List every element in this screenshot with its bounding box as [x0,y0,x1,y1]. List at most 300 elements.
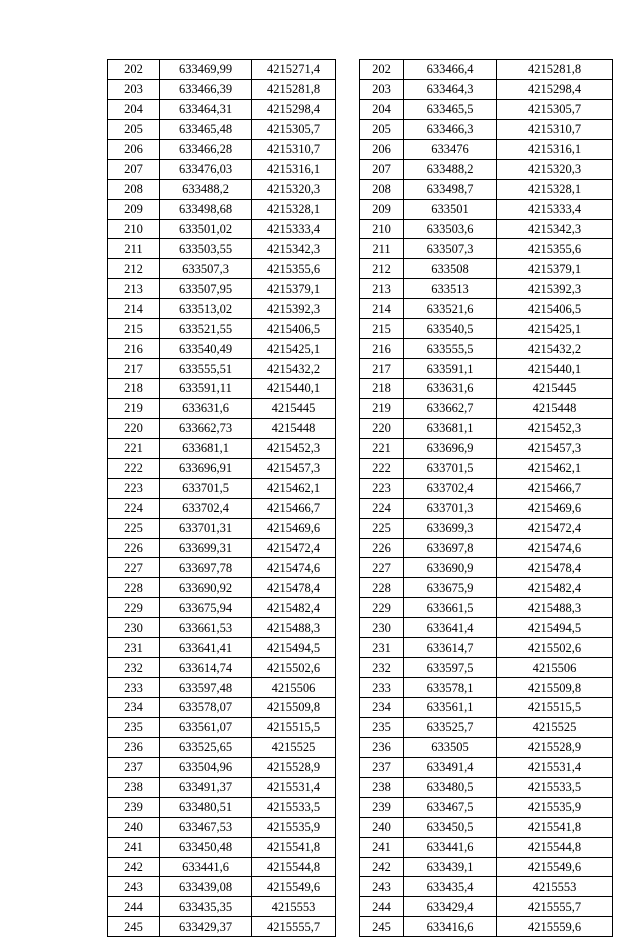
table-row [360,418,613,438]
y-coordinate-cell: 4215469,6 [497,498,613,518]
y-coordinate-cell: 4215298,4 [497,79,613,99]
table-row [108,359,336,379]
table-row [360,897,613,917]
y-coordinate-cell: 4215445 [252,398,336,418]
y-coordinate-cell: 4215271,4 [252,60,336,80]
table-row [360,398,613,418]
point-number-cell: 242 [108,857,160,877]
point-number-cell: 240 [360,817,404,837]
table-row [108,698,336,718]
table-row [360,698,613,718]
x-coordinate-cell: 633416,6 [404,917,497,937]
y-coordinate-cell: 4215452,3 [497,418,613,438]
table-row [108,478,336,498]
table-row [360,598,613,618]
point-number-cell: 234 [108,698,160,718]
table-row [360,179,613,199]
right-table-body [360,60,613,937]
table-row [360,558,613,578]
table-row [360,917,613,937]
point-number-cell: 235 [108,717,160,737]
table-row [108,857,336,877]
table-row [360,518,613,538]
x-coordinate-cell: 633464,31 [160,99,252,119]
x-coordinate-cell: 633465,5 [404,99,497,119]
x-coordinate-cell: 633503,6 [404,219,497,239]
y-coordinate-cell: 4215392,3 [252,299,336,319]
table-row [108,618,336,638]
x-coordinate-cell: 633525,7 [404,717,497,737]
table-row [108,917,336,937]
table-row [108,398,336,418]
x-coordinate-cell: 633488,2 [404,159,497,179]
table-row [108,518,336,538]
x-coordinate-cell: 633701,3 [404,498,497,518]
x-coordinate-cell: 633480,5 [404,777,497,797]
x-coordinate-cell: 633464,3 [404,79,497,99]
point-number-cell: 214 [360,299,404,319]
table-row [360,478,613,498]
point-number-cell: 204 [360,99,404,119]
table-row [108,877,336,897]
y-coordinate-cell: 4215535,9 [252,817,336,837]
point-number-cell: 231 [108,638,160,658]
x-coordinate-cell: 633429,4 [404,897,497,917]
point-number-cell: 231 [360,638,404,658]
y-coordinate-cell: 4215541,8 [252,837,336,857]
x-coordinate-cell: 633488,2 [160,179,252,199]
y-coordinate-cell: 4215515,5 [497,698,613,718]
x-coordinate-cell: 633578,07 [160,698,252,718]
y-coordinate-cell: 4215502,6 [252,658,336,678]
table-row [108,418,336,438]
y-coordinate-cell: 4215406,5 [252,319,336,339]
x-coordinate-cell: 633441,6 [160,857,252,877]
point-number-cell: 224 [108,498,160,518]
point-number-cell: 238 [108,777,160,797]
point-number-cell: 226 [360,538,404,558]
y-coordinate-cell: 4215310,7 [252,139,336,159]
table-row [108,678,336,698]
table-row [108,658,336,678]
y-coordinate-cell: 4215392,3 [497,279,613,299]
table-row [360,359,613,379]
x-coordinate-cell: 633450,48 [160,837,252,857]
table-row [108,737,336,757]
point-number-cell: 241 [108,837,160,857]
x-coordinate-cell: 633555,51 [160,359,252,379]
x-coordinate-cell: 633631,6 [404,379,497,399]
table-row [108,179,336,199]
y-coordinate-cell: 4215555,7 [252,917,336,937]
table-row [108,538,336,558]
x-coordinate-cell: 633701,5 [160,478,252,498]
x-coordinate-cell: 633614,7 [404,638,497,658]
point-number-cell: 220 [360,418,404,438]
y-coordinate-cell: 4215533,5 [252,797,336,817]
x-coordinate-cell: 633508 [404,259,497,279]
point-number-cell: 241 [360,837,404,857]
table-row [360,658,613,678]
y-coordinate-cell: 4215310,7 [497,119,613,139]
y-coordinate-cell: 4215472,4 [252,538,336,558]
table-row [108,598,336,618]
table-row [360,578,613,598]
x-coordinate-cell: 633561,07 [160,717,252,737]
left-coordinate-table [107,59,336,937]
y-coordinate-cell: 4215525 [497,717,613,737]
y-coordinate-cell: 4215528,9 [497,737,613,757]
y-coordinate-cell: 4215281,8 [497,60,613,80]
y-coordinate-cell: 4215328,1 [252,199,336,219]
table-row [108,99,336,119]
x-coordinate-cell: 633467,5 [404,797,497,817]
point-number-cell: 211 [360,239,404,259]
table-row [360,837,613,857]
point-number-cell: 223 [360,478,404,498]
table-row [108,817,336,837]
point-number-cell: 245 [360,917,404,937]
y-coordinate-cell: 4215555,7 [497,897,613,917]
table-row [360,119,613,139]
table-row [360,279,613,299]
point-number-cell: 216 [108,339,160,359]
table-row [108,239,336,259]
point-number-cell: 227 [108,558,160,578]
point-number-cell: 217 [360,359,404,379]
table-row [108,638,336,658]
y-coordinate-cell: 4215531,4 [252,777,336,797]
x-coordinate-cell: 633521,55 [160,319,252,339]
table-row [108,339,336,359]
x-coordinate-cell: 633435,4 [404,877,497,897]
y-coordinate-cell: 4215559,6 [497,917,613,937]
y-coordinate-cell: 4215440,1 [497,359,613,379]
point-number-cell: 205 [360,119,404,139]
y-coordinate-cell: 4215333,4 [497,199,613,219]
point-number-cell: 203 [108,79,160,99]
point-number-cell: 232 [108,658,160,678]
x-coordinate-cell: 633702,4 [160,498,252,518]
x-coordinate-cell: 633498,68 [160,199,252,219]
table-row [108,159,336,179]
x-coordinate-cell: 633429,37 [160,917,252,937]
y-coordinate-cell: 4215440,1 [252,379,336,399]
point-number-cell: 217 [108,359,160,379]
point-number-cell: 222 [360,458,404,478]
point-number-cell: 209 [360,199,404,219]
table-row [108,219,336,239]
x-coordinate-cell: 633491,4 [404,757,497,777]
point-number-cell: 239 [360,797,404,817]
y-coordinate-cell: 4215466,7 [252,498,336,518]
y-coordinate-cell: 4215472,4 [497,518,613,538]
point-number-cell: 237 [108,757,160,777]
x-coordinate-cell: 633697,78 [160,558,252,578]
x-coordinate-cell: 633439,08 [160,877,252,897]
x-coordinate-cell: 633701,31 [160,518,252,538]
table-row [360,79,613,99]
point-number-cell: 219 [108,398,160,418]
point-number-cell: 225 [360,518,404,538]
point-number-cell: 230 [360,618,404,638]
y-coordinate-cell: 4215494,5 [497,618,613,638]
table-row [360,60,613,80]
table-row [108,458,336,478]
table-row [360,199,613,219]
y-coordinate-cell: 4215425,1 [252,339,336,359]
x-coordinate-cell: 633469,99 [160,60,252,80]
table-row [108,797,336,817]
x-coordinate-cell: 633513,02 [160,299,252,319]
x-coordinate-cell: 633476,03 [160,159,252,179]
y-coordinate-cell: 4215474,6 [497,538,613,558]
x-coordinate-cell: 633435,35 [160,897,252,917]
table-row [360,757,613,777]
x-coordinate-cell: 633578,1 [404,678,497,698]
y-coordinate-cell: 4215320,3 [252,179,336,199]
table-row [360,877,613,897]
x-coordinate-cell: 633521,6 [404,299,497,319]
point-number-cell: 244 [360,897,404,917]
table-row [108,558,336,578]
table-row [360,319,613,339]
point-number-cell: 208 [360,179,404,199]
y-coordinate-cell: 4215432,2 [497,339,613,359]
y-coordinate-cell: 4215488,3 [497,598,613,618]
point-number-cell: 242 [360,857,404,877]
x-coordinate-cell: 633501 [404,199,497,219]
x-coordinate-cell: 633697,8 [404,538,497,558]
point-number-cell: 202 [108,60,160,80]
x-coordinate-cell: 633498,7 [404,179,497,199]
x-coordinate-cell: 633675,9 [404,578,497,598]
x-coordinate-cell: 633699,3 [404,518,497,538]
table-row [360,498,613,518]
y-coordinate-cell: 4215509,8 [497,678,613,698]
y-coordinate-cell: 4215531,4 [497,757,613,777]
y-coordinate-cell: 4215528,9 [252,757,336,777]
x-coordinate-cell: 633681,1 [160,438,252,458]
point-number-cell: 224 [360,498,404,518]
y-coordinate-cell: 4215320,3 [497,159,613,179]
x-coordinate-cell: 633662,73 [160,418,252,438]
x-coordinate-cell: 633701,5 [404,458,497,478]
y-coordinate-cell: 4215549,6 [497,857,613,877]
table-row [360,99,613,119]
y-coordinate-cell: 4215494,5 [252,638,336,658]
y-coordinate-cell: 4215379,1 [252,279,336,299]
y-coordinate-cell: 4215474,6 [252,558,336,578]
table-row [360,797,613,817]
table-row [108,438,336,458]
table-row [360,339,613,359]
table-row [360,638,613,658]
y-coordinate-cell: 4215488,3 [252,618,336,638]
point-number-cell: 236 [360,737,404,757]
table-row [360,159,613,179]
y-coordinate-cell: 4215549,6 [252,877,336,897]
x-coordinate-cell: 633501,02 [160,219,252,239]
point-number-cell: 206 [108,139,160,159]
table-row [108,717,336,737]
x-coordinate-cell: 633690,9 [404,558,497,578]
table-row [360,438,613,458]
x-coordinate-cell: 633503,55 [160,239,252,259]
y-coordinate-cell: 4215355,6 [497,239,613,259]
x-coordinate-cell: 633540,5 [404,319,497,339]
x-coordinate-cell: 633696,91 [160,458,252,478]
y-coordinate-cell: 4215355,6 [252,259,336,279]
table-row [360,259,613,279]
x-coordinate-cell: 633661,53 [160,618,252,638]
y-coordinate-cell: 4215544,8 [252,857,336,877]
y-coordinate-cell: 4215406,5 [497,299,613,319]
x-coordinate-cell: 633561,1 [404,698,497,718]
y-coordinate-cell: 4215533,5 [497,777,613,797]
x-coordinate-cell: 633661,5 [404,598,497,618]
y-coordinate-cell: 4215448 [252,418,336,438]
y-coordinate-cell: 4215342,3 [252,239,336,259]
x-coordinate-cell: 633597,5 [404,658,497,678]
point-number-cell: 227 [360,558,404,578]
table-row [108,79,336,99]
point-number-cell: 225 [108,518,160,538]
x-coordinate-cell: 633696,9 [404,438,497,458]
point-number-cell: 222 [108,458,160,478]
point-number-cell: 202 [360,60,404,80]
point-number-cell: 207 [108,159,160,179]
point-number-cell: 213 [108,279,160,299]
x-coordinate-cell: 633591,1 [404,359,497,379]
y-coordinate-cell: 4215506 [252,678,336,698]
x-coordinate-cell: 633476 [404,139,497,159]
x-coordinate-cell: 633681,1 [404,418,497,438]
point-number-cell: 212 [108,259,160,279]
x-coordinate-cell: 633513 [404,279,497,299]
x-coordinate-cell: 633591,11 [160,379,252,399]
x-coordinate-cell: 633662,7 [404,398,497,418]
table-row [360,857,613,877]
y-coordinate-cell: 4215298,4 [252,99,336,119]
x-coordinate-cell: 633540,49 [160,339,252,359]
x-coordinate-cell: 633507,3 [160,259,252,279]
point-number-cell: 218 [108,379,160,399]
table-row [360,618,613,638]
x-coordinate-cell: 633504,96 [160,757,252,777]
point-number-cell: 210 [360,219,404,239]
y-coordinate-cell: 4215544,8 [497,837,613,857]
point-number-cell: 223 [108,478,160,498]
point-number-cell: 232 [360,658,404,678]
table-row [108,259,336,279]
y-coordinate-cell: 4215281,8 [252,79,336,99]
x-coordinate-cell: 633641,4 [404,618,497,638]
point-number-cell: 213 [360,279,404,299]
point-number-cell: 219 [360,398,404,418]
point-number-cell: 245 [108,917,160,937]
point-number-cell: 216 [360,339,404,359]
x-coordinate-cell: 633466,3 [404,119,497,139]
y-coordinate-cell: 4215452,3 [252,438,336,458]
table-row [360,219,613,239]
left-table-body [108,60,336,937]
table-row [108,498,336,518]
point-number-cell: 244 [108,897,160,917]
point-number-cell: 226 [108,538,160,558]
table-row [360,717,613,737]
point-number-cell: 239 [108,797,160,817]
point-number-cell: 206 [360,139,404,159]
table-row [108,119,336,139]
point-number-cell: 212 [360,259,404,279]
x-coordinate-cell: 633690,92 [160,578,252,598]
point-number-cell: 236 [108,737,160,757]
point-number-cell: 240 [108,817,160,837]
x-coordinate-cell: 633631,6 [160,398,252,418]
y-coordinate-cell: 4215515,5 [252,717,336,737]
point-number-cell: 204 [108,99,160,119]
point-number-cell: 210 [108,219,160,239]
point-number-cell: 220 [108,418,160,438]
table-row [108,757,336,777]
y-coordinate-cell: 4215553 [497,877,613,897]
y-coordinate-cell: 4215448 [497,398,613,418]
point-number-cell: 243 [360,877,404,897]
table-row [108,60,336,80]
x-coordinate-cell: 633480,51 [160,797,252,817]
x-coordinate-cell: 633555,5 [404,339,497,359]
point-number-cell: 233 [360,678,404,698]
right-coordinate-table [359,59,613,937]
x-coordinate-cell: 633614,74 [160,658,252,678]
table-row [360,299,613,319]
x-coordinate-cell: 633507,3 [404,239,497,259]
point-number-cell: 237 [360,757,404,777]
table-row [360,379,613,399]
point-number-cell: 209 [108,199,160,219]
x-coordinate-cell: 633507,95 [160,279,252,299]
table-row [360,817,613,837]
x-coordinate-cell: 633597,48 [160,678,252,698]
y-coordinate-cell: 4215553 [252,897,336,917]
y-coordinate-cell: 4215466,7 [497,478,613,498]
point-number-cell: 235 [360,717,404,737]
table-row [108,777,336,797]
point-number-cell: 218 [360,379,404,399]
table-row [360,239,613,259]
y-coordinate-cell: 4215478,4 [252,578,336,598]
x-coordinate-cell: 633467,53 [160,817,252,837]
y-coordinate-cell: 4215535,9 [497,797,613,817]
x-coordinate-cell: 633702,4 [404,478,497,498]
x-coordinate-cell: 633450,5 [404,817,497,837]
table-row [108,578,336,598]
x-coordinate-cell: 633675,94 [160,598,252,618]
x-coordinate-cell: 633491,37 [160,777,252,797]
table-row [108,279,336,299]
table-row [108,199,336,219]
table-row [360,458,613,478]
x-coordinate-cell: 633466,39 [160,79,252,99]
table-row [360,678,613,698]
point-number-cell: 243 [108,877,160,897]
table-row [108,319,336,339]
y-coordinate-cell: 4215379,1 [497,259,613,279]
table-row [108,379,336,399]
y-coordinate-cell: 4215462,1 [252,478,336,498]
point-number-cell: 205 [108,119,160,139]
